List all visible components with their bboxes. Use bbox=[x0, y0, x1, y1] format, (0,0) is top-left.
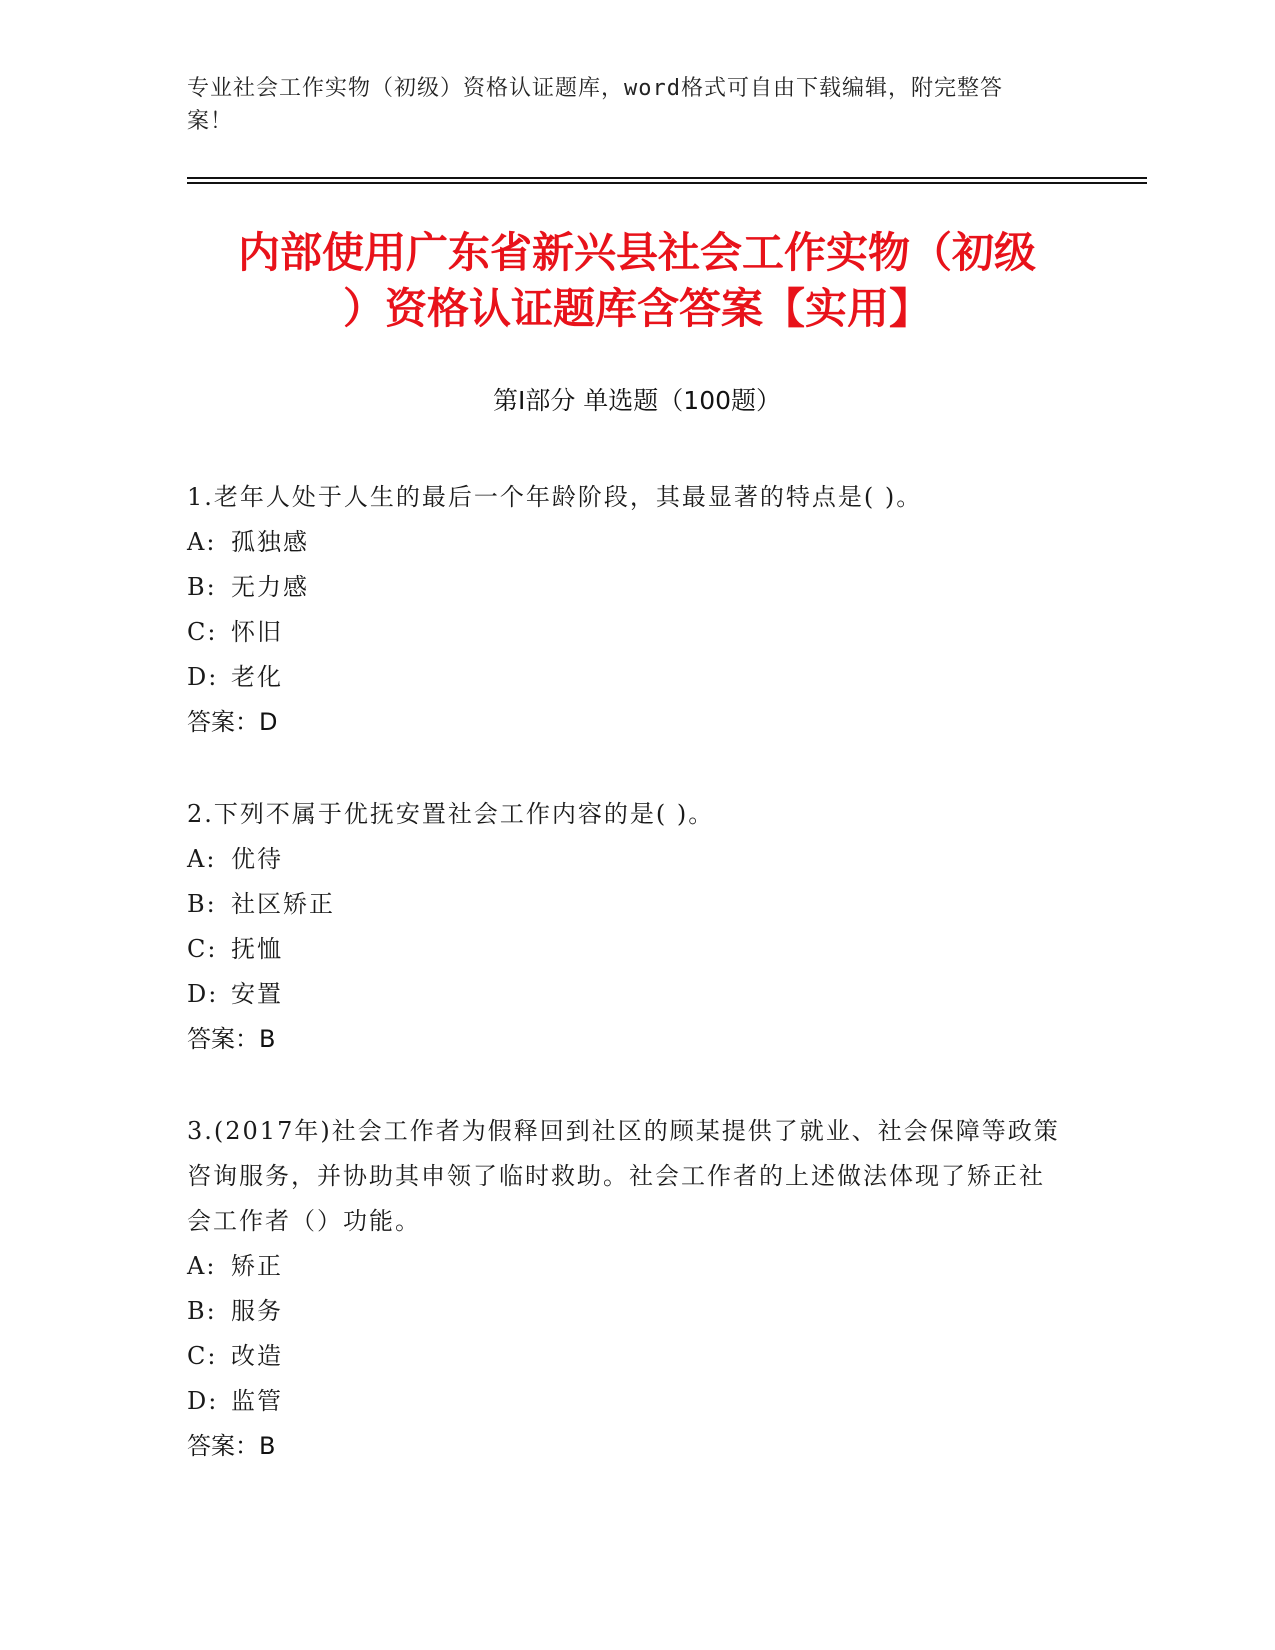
answer-line: 答案：B bbox=[187, 1025, 276, 1053]
option-d bbox=[187, 1379, 1067, 1424]
option-key: A: bbox=[187, 528, 217, 556]
option-key: D: bbox=[187, 663, 219, 691]
option-key: A: bbox=[187, 1252, 217, 1280]
option-text: 改造 bbox=[231, 1342, 283, 1370]
option-text: 老化 bbox=[231, 663, 283, 691]
document-title-line-2: ）资格认证题库含答案【实用】 bbox=[342, 284, 931, 333]
document-title bbox=[187, 225, 1087, 337]
option-c bbox=[187, 927, 1067, 972]
option-key: D: bbox=[187, 1387, 219, 1415]
answer-line: 答案：D bbox=[187, 708, 278, 736]
option-text: 安置 bbox=[231, 980, 283, 1008]
option-b bbox=[187, 1289, 1067, 1334]
header-note-line-2: 案！ bbox=[187, 109, 234, 134]
option-text: 抚恤 bbox=[231, 935, 283, 963]
question-stem: 3.(2017年)社会工作者为假释回到社区的顾某提供了就业、社会保障等政策咨询服务，并协助其申领了临时救助。社会工作者的上述做法体现了矫正社会工作者（）功能。 bbox=[187, 1117, 1060, 1235]
option-b bbox=[187, 882, 1067, 927]
option-b bbox=[187, 565, 1067, 610]
option-text: 无力感 bbox=[231, 573, 309, 601]
option-key: B: bbox=[187, 890, 217, 918]
question-list bbox=[187, 475, 1067, 1516]
answer-line: 答案：B bbox=[187, 1432, 276, 1460]
option-d bbox=[187, 972, 1067, 1017]
option-text: 监管 bbox=[231, 1387, 283, 1415]
option-key: B: bbox=[187, 1297, 217, 1325]
option-key: B: bbox=[187, 573, 217, 601]
section-title: 第Ⅰ部分 单选题（100题） bbox=[492, 386, 782, 415]
option-text: 社区矫正 bbox=[231, 890, 335, 918]
header-divider-bottom bbox=[187, 182, 1147, 184]
question-1 bbox=[187, 475, 1067, 745]
option-list bbox=[187, 520, 1067, 700]
option-text: 矫正 bbox=[231, 1252, 283, 1280]
option-a bbox=[187, 1244, 1067, 1289]
option-list bbox=[187, 1244, 1067, 1424]
option-text: 怀旧 bbox=[231, 618, 283, 646]
option-a bbox=[187, 520, 1067, 565]
option-key: C: bbox=[187, 1342, 218, 1370]
option-key: D: bbox=[187, 980, 219, 1008]
question-stem: 1.老年人处于人生的最后一个年龄阶段，其最显著的特点是( )。 bbox=[187, 483, 923, 511]
option-text: 优待 bbox=[231, 845, 283, 873]
question-stem: 2.下列不属于优抚安置社会工作内容的是( )。 bbox=[187, 800, 715, 828]
document-title-line-1: 内部使用广东省新兴县社会工作实物（初级 bbox=[237, 228, 1036, 277]
header-divider-top bbox=[187, 177, 1147, 179]
option-key: C: bbox=[187, 618, 218, 646]
header-note-line-1: 专业社会工作实物（初级）资格认证题库，word格式可自由下载编辑，附完整答 bbox=[187, 76, 1003, 101]
header-note bbox=[187, 72, 1057, 138]
question-2 bbox=[187, 792, 1067, 1062]
question-3 bbox=[187, 1109, 1067, 1469]
option-a bbox=[187, 837, 1067, 882]
option-text: 服务 bbox=[231, 1297, 283, 1325]
option-c bbox=[187, 1334, 1067, 1379]
option-key: C: bbox=[187, 935, 218, 963]
option-d bbox=[187, 655, 1067, 700]
option-c bbox=[187, 610, 1067, 655]
option-key: A: bbox=[187, 845, 217, 873]
option-text: 孤独感 bbox=[231, 528, 309, 556]
option-list bbox=[187, 837, 1067, 1017]
